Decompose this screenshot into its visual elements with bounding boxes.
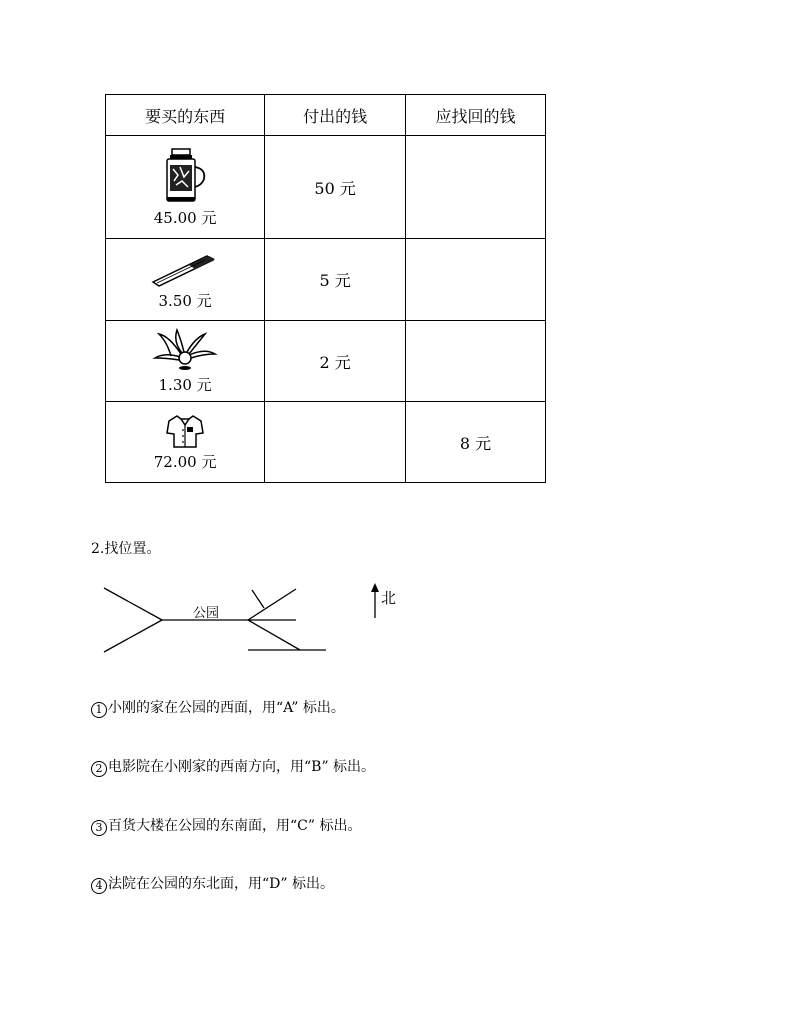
item-cell <box>106 321 265 402</box>
table-row <box>106 239 546 321</box>
item-cell <box>106 402 265 483</box>
change-cell: 8 元 <box>406 402 546 483</box>
table-header-row <box>106 95 546 136</box>
table-row <box>106 402 546 483</box>
toothbrush-icon <box>149 248 221 288</box>
item-price: 1.30 元 <box>158 375 212 394</box>
question-number: 2 <box>91 761 107 777</box>
section-title: 2.找位置。 <box>91 541 161 557</box>
shopping-table <box>105 94 546 483</box>
table-row <box>106 136 546 239</box>
question-2 <box>91 756 375 777</box>
item-cell <box>106 136 265 239</box>
table-row <box>106 321 546 402</box>
header-item: 要买的东西 <box>106 95 265 136</box>
question-text: 百货大楼在公园的东南面，用“C” 标出。 <box>108 818 362 834</box>
park-label: 公园 <box>193 606 220 621</box>
item-cell <box>106 239 265 321</box>
thermos-icon <box>160 147 210 205</box>
item-price: 45.00 元 <box>153 208 217 227</box>
question-number: 1 <box>91 702 107 718</box>
paid-cell: 2 元 <box>265 321 406 402</box>
question-3 <box>91 815 361 836</box>
question-text: 电影院在小刚家的西南方向，用“B” 标出。 <box>108 759 376 775</box>
paid-cell: 5 元 <box>265 239 406 321</box>
paid-cell: 50 元 <box>265 136 406 239</box>
shirt-icon <box>165 413 205 449</box>
question-1 <box>91 697 345 718</box>
change-cell[interactable] <box>406 321 546 402</box>
north-label: 北 <box>381 589 397 607</box>
question-text: 法院在公园的东北面，用“D” 标出。 <box>108 876 334 892</box>
header-paid: 付出的钱 <box>265 95 406 136</box>
question-text: 小刚的家在公园的西面，用“A” 标出。 <box>108 700 345 716</box>
question-number: 4 <box>91 878 107 894</box>
change-cell[interactable] <box>406 239 546 321</box>
item-price: 3.50 元 <box>158 292 212 310</box>
change-cell[interactable] <box>406 136 546 239</box>
shuttlecock-icon <box>151 328 219 372</box>
paid-cell[interactable] <box>265 402 406 483</box>
header-change: 应找回的钱 <box>406 95 546 136</box>
item-price: 72.00 元 <box>153 452 217 471</box>
question-4 <box>91 873 334 894</box>
question-number: 3 <box>91 820 107 836</box>
